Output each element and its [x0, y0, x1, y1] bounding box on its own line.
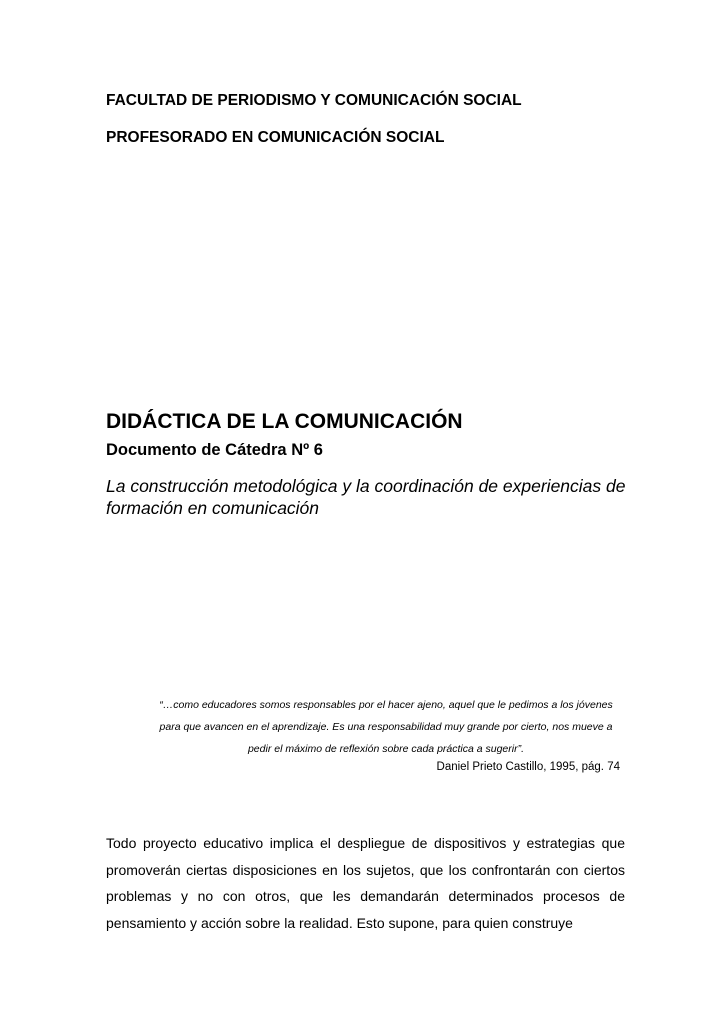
epigraph-source: Daniel Prieto Castillo, 1995, pág. 74 — [436, 761, 620, 773]
document-topic: La construcción metodológica y la coordinación de experiencias de formación en comunicación — [106, 476, 626, 518]
document-title: DIDÁCTICA DE LA COMUNICACIÓN — [106, 410, 463, 433]
faculty-heading: FACULTAD DE PERIODISMO Y COMUNICACIÓN SOCIAL — [106, 92, 522, 109]
document-subtitle: Documento de Cátedra Nº 6 — [106, 441, 323, 459]
program-heading: PROFESORADO EN COMUNICACIÓN SOCIAL — [106, 129, 445, 146]
epigraph-quote: “…como educadores somos responsables por el hacer ajeno, aquel que le pedimos a los jóvenes para que avancen en el aprendizaje. Es una responsabilidad muy grande por cierto, nos mueve a pedir el máximo de reflexión sobre cada práctica a sugerir”. — [159, 699, 613, 755]
body-paragraph: Todo proyecto educativo implica el despliegue de dispositivos y estrategias que promoverán ciertas disposiciones en los sujetos, que los confrontarán con ciertos problemas y no con otros, que les demandarán determinados procesos de pensamiento y acción sobre la realidad. Esto supone, para quien construye — [106, 835, 625, 931]
